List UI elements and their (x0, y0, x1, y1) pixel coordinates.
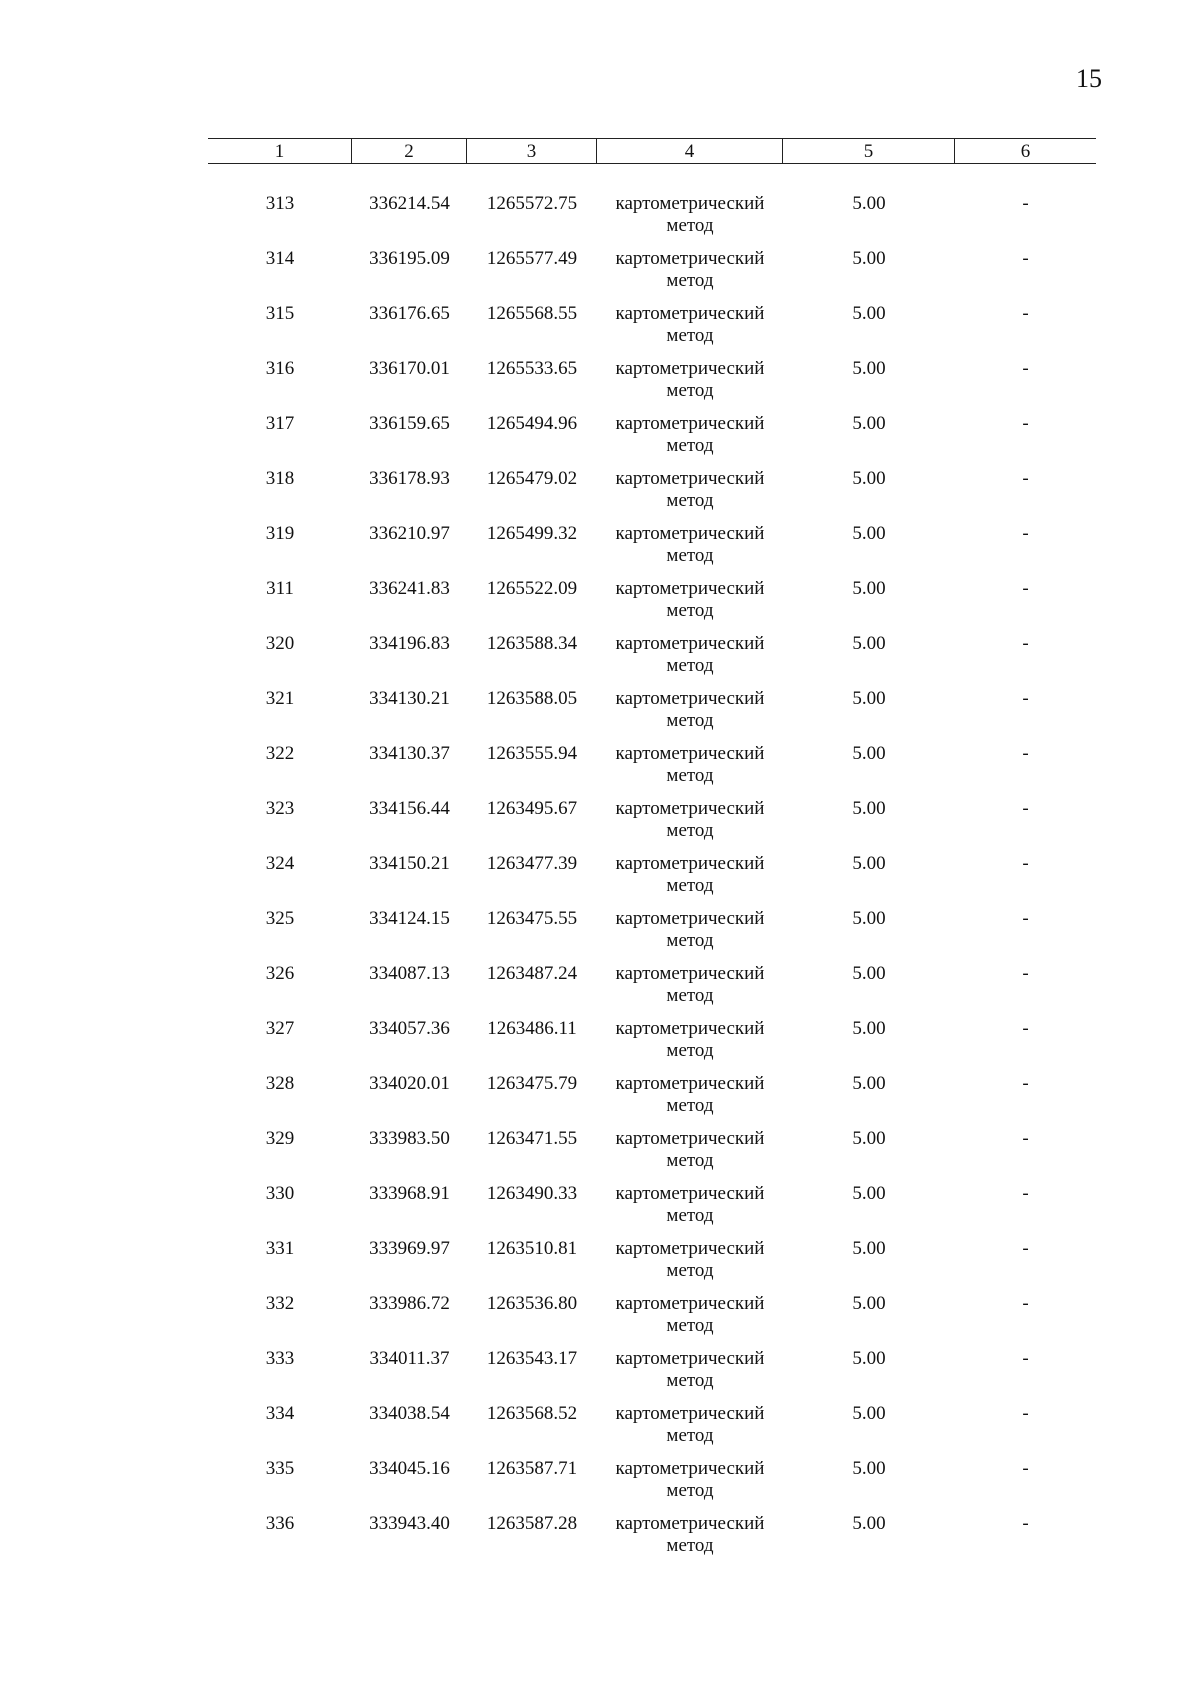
method-cell (597, 1235, 783, 1290)
table-row (208, 190, 1096, 245)
header-cell-1: 1 (208, 139, 352, 163)
coordinate-y-cell: 1263510.81 (486, 1238, 578, 1259)
note-cell: - (1022, 1018, 1029, 1039)
method-cell (597, 355, 783, 410)
accuracy-cell: 5.00 (852, 1293, 886, 1314)
coordinate-x-cell: 336214.54 (369, 193, 450, 214)
table-row (208, 1070, 1096, 1125)
table-row (208, 355, 1096, 410)
accuracy-cell: 5.00 (852, 688, 886, 709)
method-line-1: картометрический (615, 523, 765, 544)
table-row (208, 410, 1096, 465)
accuracy-cell: 5.00 (852, 1073, 886, 1094)
coordinate-x-cell: 334057.36 (369, 1018, 450, 1039)
accuracy-cell: 5.00 (852, 1348, 886, 1369)
method-line-1: картометрический (615, 468, 765, 489)
accuracy-cell: 5.00 (852, 1018, 886, 1039)
method-line-1: картометрический (615, 743, 765, 764)
method-line-1: картометрический (615, 578, 765, 599)
coordinate-y-cell: 1263587.71 (486, 1458, 578, 1479)
coordinate-y-cell: 1263471.55 (486, 1128, 578, 1149)
table-row (208, 1455, 1096, 1510)
note-cell: - (1022, 523, 1029, 544)
point-number-cell: 325 (265, 908, 295, 929)
table-row (208, 520, 1096, 575)
coordinate-x-cell: 334196.83 (369, 633, 450, 654)
method-cell (597, 740, 783, 795)
method-line-1: картометрический (615, 1293, 765, 1314)
table-row (208, 630, 1096, 685)
point-number-cell: 332 (265, 1293, 295, 1314)
accuracy-cell: 5.00 (852, 1183, 886, 1204)
header-cell-2: 2 (352, 139, 467, 163)
accuracy-cell: 5.00 (852, 1458, 886, 1479)
coordinate-y-cell: 1263490.33 (486, 1183, 578, 1204)
method-cell (597, 630, 783, 685)
table-row (208, 685, 1096, 740)
method-cell (597, 1180, 783, 1235)
method-cell (597, 465, 783, 520)
note-cell: - (1022, 413, 1029, 434)
point-number-cell: 320 (265, 633, 295, 654)
coordinate-y-cell: 1265499.32 (486, 523, 578, 544)
coordinate-x-cell: 333969.97 (369, 1238, 450, 1259)
method-cell (597, 190, 783, 245)
note-cell: - (1022, 1073, 1029, 1094)
table-row (208, 1290, 1096, 1345)
method-line-1: картометрический (615, 358, 765, 379)
accuracy-cell: 5.00 (852, 963, 886, 984)
coordinate-y-cell: 1265533.65 (486, 358, 578, 379)
accuracy-cell: 5.00 (852, 248, 886, 269)
method-line-2: метод (666, 1260, 714, 1281)
method-line-1: картометрический (615, 1513, 765, 1534)
accuracy-cell: 5.00 (852, 798, 886, 819)
coordinate-x-cell: 336195.09 (369, 248, 450, 269)
method-cell (597, 1015, 783, 1070)
table-row (208, 1235, 1096, 1290)
accuracy-cell: 5.00 (852, 1238, 886, 1259)
coordinate-x-cell: 336159.65 (369, 413, 450, 434)
coordinate-x-cell: 333968.91 (369, 1183, 450, 1204)
method-line-1: картометрический (615, 1073, 765, 1094)
header-cell-3: 3 (467, 139, 597, 163)
note-cell: - (1022, 853, 1029, 874)
method-line-2: метод (666, 435, 714, 456)
method-cell (597, 245, 783, 300)
table-body (208, 190, 1096, 1565)
accuracy-cell: 5.00 (852, 578, 886, 599)
note-cell: - (1022, 1183, 1029, 1204)
note-cell: - (1022, 468, 1029, 489)
table-row (208, 1180, 1096, 1235)
note-cell: - (1022, 303, 1029, 324)
method-line-1: картометрический (615, 963, 765, 984)
accuracy-cell: 5.00 (852, 468, 886, 489)
coordinate-x-cell: 334156.44 (369, 798, 450, 819)
coordinate-x-cell: 336176.65 (369, 303, 450, 324)
coordinate-x-cell: 334045.16 (369, 1458, 450, 1479)
point-number-cell: 322 (265, 743, 295, 764)
point-number-cell: 328 (265, 1073, 295, 1094)
point-number-cell: 330 (265, 1183, 295, 1204)
coordinate-y-cell: 1265568.55 (486, 303, 578, 324)
method-line-2: метод (666, 875, 714, 896)
coordinate-y-cell: 1263486.11 (487, 1018, 577, 1039)
header-cell-5: 5 (783, 139, 955, 163)
note-cell: - (1022, 633, 1029, 654)
table-header (208, 138, 1096, 164)
point-number-cell: 319 (265, 523, 295, 544)
method-line-1: картометрический (615, 908, 765, 929)
method-cell (597, 1455, 783, 1510)
method-line-2: метод (666, 1150, 714, 1171)
coordinate-x-cell: 334130.21 (369, 688, 450, 709)
accuracy-cell: 5.00 (852, 853, 886, 874)
point-number-cell: 314 (265, 248, 295, 269)
coordinate-y-cell: 1263495.67 (486, 798, 578, 819)
method-line-2: метод (666, 1425, 714, 1446)
method-line-1: картометрический (615, 248, 765, 269)
method-line-2: метод (666, 655, 714, 676)
table-row (208, 1510, 1096, 1565)
point-number-cell: 315 (265, 303, 295, 324)
method-line-2: метод (666, 710, 714, 731)
coordinate-y-cell: 1263475.55 (486, 908, 578, 929)
coordinate-y-cell: 1263543.17 (486, 1348, 578, 1369)
coordinate-x-cell: 336170.01 (369, 358, 450, 379)
coordinate-y-cell: 1263588.34 (486, 633, 578, 654)
table-row (208, 1400, 1096, 1455)
coordinate-x-cell: 334011.37 (369, 1348, 450, 1369)
method-cell (597, 575, 783, 630)
method-line-2: метод (666, 380, 714, 401)
method-line-2: метод (666, 985, 714, 1006)
method-line-1: картометрический (615, 1018, 765, 1039)
coordinate-y-cell: 1263587.28 (486, 1513, 578, 1534)
accuracy-cell: 5.00 (852, 633, 886, 654)
coordinate-y-cell: 1263555.94 (486, 743, 578, 764)
method-cell (597, 1125, 783, 1180)
point-number-cell: 321 (265, 688, 295, 709)
table-row (208, 465, 1096, 520)
coordinate-x-cell: 333943.40 (369, 1513, 450, 1534)
method-line-2: метод (666, 1535, 714, 1556)
table-row (208, 795, 1096, 850)
accuracy-cell: 5.00 (852, 1513, 886, 1534)
method-line-2: метод (666, 1040, 714, 1061)
method-line-2: метод (666, 1480, 714, 1501)
coordinate-y-cell: 1263568.52 (486, 1403, 578, 1424)
accuracy-cell: 5.00 (852, 523, 886, 544)
coordinate-y-cell: 1263487.24 (486, 963, 578, 984)
method-line-2: метод (666, 490, 714, 511)
method-line-2: метод (666, 545, 714, 566)
method-line-1: картометрический (615, 193, 765, 214)
coordinate-x-cell: 334020.01 (369, 1073, 450, 1094)
method-line-1: картометрический (615, 1403, 765, 1424)
coordinate-y-cell: 1265494.96 (486, 413, 578, 434)
coordinate-y-cell: 1263536.80 (486, 1293, 578, 1314)
note-cell: - (1022, 1513, 1029, 1534)
method-cell (597, 960, 783, 1015)
point-number-cell: 313 (265, 193, 295, 214)
point-number-cell: 334 (265, 1403, 295, 1424)
table-row (208, 850, 1096, 905)
point-number-cell: 327 (265, 1018, 295, 1039)
method-cell (597, 795, 783, 850)
header-cell-6: 6 (1020, 140, 1031, 162)
accuracy-cell: 5.00 (852, 303, 886, 324)
accuracy-cell: 5.00 (852, 743, 886, 764)
point-number-cell: 335 (265, 1458, 295, 1479)
method-line-2: метод (666, 820, 714, 841)
coordinate-x-cell: 336178.93 (369, 468, 450, 489)
table-row (208, 300, 1096, 355)
accuracy-cell: 5.00 (852, 413, 886, 434)
method-line-1: картометрический (615, 1348, 765, 1369)
note-cell: - (1022, 1458, 1029, 1479)
method-cell (597, 685, 783, 740)
point-number-cell: 317 (265, 413, 295, 434)
note-cell: - (1022, 1238, 1029, 1259)
method-line-1: картометрический (615, 1238, 765, 1259)
coordinate-y-cell: 1263475.79 (486, 1073, 578, 1094)
coordinate-y-cell: 1265577.49 (486, 248, 578, 269)
coordinate-y-cell: 1265522.09 (486, 578, 578, 599)
accuracy-cell: 5.00 (852, 358, 886, 379)
method-line-2: метод (666, 270, 714, 291)
method-line-1: картометрический (615, 303, 765, 324)
note-cell: - (1022, 1293, 1029, 1314)
table-row (208, 905, 1096, 960)
point-number-cell: 311 (266, 578, 294, 599)
method-line-2: метод (666, 765, 714, 786)
method-cell (597, 520, 783, 575)
note-cell: - (1022, 1128, 1029, 1149)
note-cell: - (1022, 743, 1029, 764)
coordinate-y-cell: 1263588.05 (486, 688, 578, 709)
method-line-2: метод (666, 1095, 714, 1116)
point-number-cell: 331 (265, 1238, 295, 1259)
coordinate-x-cell: 333983.50 (369, 1128, 450, 1149)
method-line-2: метод (666, 600, 714, 621)
method-line-2: метод (666, 930, 714, 951)
method-line-1: картометрический (615, 798, 765, 819)
method-cell (597, 1070, 783, 1125)
coordinate-x-cell: 333986.72 (369, 1293, 450, 1314)
method-cell (597, 410, 783, 465)
point-number-cell: 326 (265, 963, 295, 984)
coordinate-x-cell: 336241.83 (369, 578, 450, 599)
note-cell: - (1022, 248, 1029, 269)
coordinate-x-cell: 334038.54 (369, 1403, 450, 1424)
method-cell (597, 300, 783, 355)
note-cell: - (1022, 358, 1029, 379)
note-cell: - (1022, 193, 1029, 214)
method-line-1: картометрический (615, 1458, 765, 1479)
coordinate-y-cell: 1265572.75 (486, 193, 578, 214)
method-line-2: метод (666, 1370, 714, 1391)
method-line-2: метод (666, 1315, 714, 1336)
method-cell (597, 905, 783, 960)
point-number-cell: 316 (265, 358, 295, 379)
point-number-cell: 324 (265, 853, 295, 874)
note-cell: - (1022, 908, 1029, 929)
accuracy-cell: 5.00 (852, 193, 886, 214)
point-number-cell: 323 (265, 798, 295, 819)
point-number-cell: 333 (265, 1348, 295, 1369)
coordinate-x-cell: 334150.21 (369, 853, 450, 874)
method-line-1: картометрический (615, 853, 765, 874)
method-line-1: картометрический (615, 1128, 765, 1149)
note-cell: - (1022, 798, 1029, 819)
header-cell-4: 4 (597, 139, 783, 163)
coordinate-y-cell: 1265479.02 (486, 468, 578, 489)
table-row (208, 960, 1096, 1015)
table-row (208, 1125, 1096, 1180)
method-cell (597, 1510, 783, 1565)
method-line-2: метод (666, 1205, 714, 1226)
method-line-2: метод (666, 215, 714, 236)
point-number-cell: 318 (265, 468, 295, 489)
method-line-2: метод (666, 325, 714, 346)
method-cell (597, 1290, 783, 1345)
page-number: 15 (1076, 64, 1102, 93)
point-number-cell: 336 (265, 1513, 295, 1534)
note-cell: - (1022, 688, 1029, 709)
note-cell: - (1022, 1403, 1029, 1424)
table-row (208, 1345, 1096, 1400)
accuracy-cell: 5.00 (852, 1403, 886, 1424)
method-cell (597, 1400, 783, 1455)
note-cell: - (1022, 1348, 1029, 1369)
point-number-cell: 329 (265, 1128, 295, 1149)
method-line-1: картометрический (615, 633, 765, 654)
coordinate-y-cell: 1263477.39 (486, 853, 578, 874)
method-line-1: картометрический (615, 413, 765, 434)
accuracy-cell: 5.00 (852, 908, 886, 929)
table-row (208, 575, 1096, 630)
method-line-1: картометрический (615, 1183, 765, 1204)
coordinate-x-cell: 334130.37 (369, 743, 450, 764)
note-cell: - (1022, 578, 1029, 599)
table-row (208, 740, 1096, 795)
method-cell (597, 1345, 783, 1400)
coordinate-x-cell: 334124.15 (369, 908, 450, 929)
method-cell (597, 850, 783, 905)
table-row (208, 1015, 1096, 1070)
accuracy-cell: 5.00 (852, 1128, 886, 1149)
coordinate-x-cell: 334087.13 (369, 963, 450, 984)
coordinate-x-cell: 336210.97 (369, 523, 450, 544)
table-row (208, 245, 1096, 300)
note-cell: - (1022, 963, 1029, 984)
method-line-1: картометрический (615, 688, 765, 709)
